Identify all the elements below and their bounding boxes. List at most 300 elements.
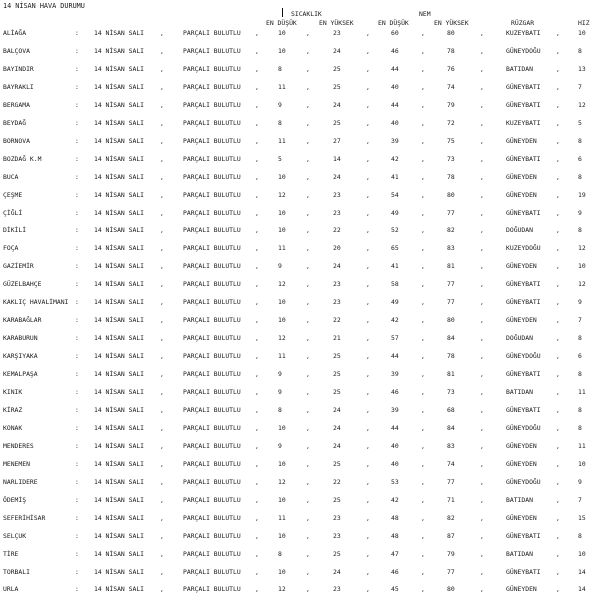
- comma-separator: ,: [480, 549, 484, 558]
- comma-separator: ,: [556, 280, 560, 289]
- humidity-max-cell: 79: [447, 549, 455, 558]
- colon-separator: :: [75, 64, 79, 73]
- wind-speed-cell: 8: [578, 423, 582, 432]
- text-cursor: [282, 8, 283, 17]
- comma-separator: ,: [160, 172, 164, 181]
- temp-max-cell: 25: [333, 495, 341, 504]
- comma-separator: ,: [255, 316, 259, 325]
- comma-separator: ,: [160, 100, 164, 109]
- date-cell: 14 NİSAN SALI: [94, 226, 145, 235]
- condition-cell: PARÇALI BULUTLU: [183, 262, 241, 271]
- comma-separator: ,: [480, 423, 484, 432]
- colon-separator: :: [75, 226, 79, 235]
- temp-min-cell: 11: [278, 352, 286, 361]
- comma-separator: ,: [255, 244, 259, 253]
- wind-speed-cell: 8: [578, 370, 582, 379]
- condition-cell: PARÇALI BULUTLU: [183, 334, 241, 343]
- comma-separator: ,: [556, 423, 560, 432]
- wind-direction-cell: GÜNEYBATI: [506, 208, 541, 217]
- wind-speed-cell: 11: [578, 388, 586, 396]
- table-row: [0, 496, 608, 514]
- temp-min-cell: 8: [278, 118, 282, 127]
- wind-speed-cell: 8: [578, 136, 582, 145]
- date-cell: 14 NİSAN SALI: [94, 531, 145, 540]
- humidity-min-cell: 44: [391, 64, 399, 73]
- colon-separator: :: [75, 549, 79, 558]
- humidity-max-cell: 75: [447, 136, 455, 145]
- wind-direction-cell: GÜNEYDEN: [506, 262, 537, 271]
- wind-direction-cell: GÜNEYBATI: [506, 280, 541, 289]
- humidity-max-cell: 73: [447, 154, 455, 163]
- wind-direction-cell: GÜNEYDOĞU: [506, 477, 541, 486]
- comma-separator: ,: [255, 531, 259, 540]
- condition-cell: PARÇALI BULUTLU: [183, 100, 241, 109]
- comma-separator: ,: [306, 423, 310, 432]
- date-cell: 14 NİSAN SALI: [94, 208, 145, 217]
- comma-separator: ,: [160, 190, 164, 199]
- comma-separator: ,: [366, 208, 370, 217]
- comma-separator: ,: [421, 513, 425, 522]
- comma-separator: ,: [255, 262, 259, 271]
- temp-min-cell: 9: [278, 262, 282, 271]
- condition-cell: PARÇALI BULUTLU: [183, 370, 241, 379]
- colon-separator: :: [75, 118, 79, 127]
- wind-speed-cell: 7: [578, 82, 582, 91]
- comma-separator: ,: [306, 298, 310, 307]
- comma-separator: ,: [421, 172, 425, 181]
- wind-speed-cell: 8: [578, 47, 582, 55]
- comma-separator: ,: [480, 388, 484, 396]
- colon-separator: :: [75, 531, 79, 540]
- colon-separator: :: [75, 388, 79, 396]
- comma-separator: ,: [366, 549, 370, 558]
- comma-separator: ,: [255, 118, 259, 127]
- humidity-max-cell: 83: [447, 244, 455, 253]
- humidity-min-cell: 46: [391, 47, 399, 55]
- comma-separator: ,: [556, 64, 560, 73]
- comma-separator: ,: [160, 352, 164, 361]
- humidity-max-cell: 77: [447, 477, 455, 486]
- header-hum-max: EN YÜKSEK: [434, 19, 469, 27]
- colon-separator: :: [75, 280, 79, 289]
- humidity-min-cell: 49: [391, 298, 399, 307]
- condition-cell: PARÇALI BULUTLU: [183, 388, 241, 396]
- comma-separator: ,: [306, 64, 310, 73]
- comma-separator: ,: [160, 549, 164, 558]
- comma-separator: ,: [366, 370, 370, 379]
- temp-min-cell: 8: [278, 405, 282, 414]
- comma-separator: ,: [366, 226, 370, 235]
- comma-separator: ,: [366, 190, 370, 199]
- wind-speed-cell: 8: [578, 334, 582, 343]
- wind-direction-cell: GÜNEYDEN: [506, 441, 537, 450]
- colon-separator: :: [75, 172, 79, 181]
- city-name: BUCA: [3, 172, 19, 181]
- colon-separator: :: [75, 334, 79, 343]
- city-name: ÇEŞME: [3, 190, 23, 199]
- city-name: BALÇOVA: [3, 47, 30, 55]
- condition-cell: PARÇALI BULUTLU: [183, 495, 241, 504]
- city-name: KARŞIYAKA: [3, 352, 38, 361]
- comma-separator: ,: [255, 567, 259, 576]
- condition-cell: PARÇALI BULUTLU: [183, 531, 241, 540]
- condition-cell: PARÇALI BULUTLU: [183, 64, 241, 73]
- date-cell: 14 NİSAN SALI: [94, 352, 145, 361]
- comma-separator: ,: [556, 405, 560, 414]
- condition-cell: PARÇALI BULUTLU: [183, 190, 241, 199]
- comma-separator: ,: [480, 531, 484, 540]
- humidity-min-cell: 47: [391, 549, 399, 558]
- humidity-min-cell: 40: [391, 118, 399, 127]
- humidity-max-cell: 73: [447, 388, 455, 396]
- comma-separator: ,: [306, 405, 310, 414]
- humidity-max-cell: 78: [447, 352, 455, 361]
- comma-separator: ,: [306, 136, 310, 145]
- humidity-min-cell: 40: [391, 82, 399, 91]
- humidity-min-cell: 42: [391, 316, 399, 325]
- date-cell: 14 NİSAN SALI: [94, 549, 145, 558]
- humidity-min-cell: 42: [391, 154, 399, 163]
- wind-direction-cell: GÜNEYDEN: [506, 172, 537, 181]
- comma-separator: ,: [160, 388, 164, 396]
- comma-separator: ,: [255, 136, 259, 145]
- condition-cell: PARÇALI BULUTLU: [183, 244, 241, 253]
- temp-min-cell: 9: [278, 100, 282, 109]
- comma-separator: ,: [421, 208, 425, 217]
- date-cell: 14 NİSAN SALI: [94, 513, 145, 522]
- comma-separator: ,: [556, 459, 560, 468]
- comma-separator: ,: [480, 154, 484, 163]
- comma-separator: ,: [480, 208, 484, 217]
- wind-speed-cell: 12: [578, 244, 586, 253]
- humidity-max-cell: 78: [447, 172, 455, 181]
- comma-separator: ,: [421, 352, 425, 361]
- comma-separator: ,: [556, 477, 560, 486]
- comma-separator: ,: [480, 64, 484, 73]
- temp-min-cell: 9: [278, 388, 282, 396]
- comma-separator: ,: [255, 82, 259, 91]
- comma-separator: ,: [480, 82, 484, 91]
- condition-cell: PARÇALI BULUTLU: [183, 316, 241, 325]
- comma-separator: ,: [306, 208, 310, 217]
- comma-separator: ,: [421, 226, 425, 235]
- humidity-min-cell: 60: [391, 29, 399, 37]
- date-cell: 14 NİSAN SALI: [94, 29, 145, 37]
- comma-separator: ,: [255, 423, 259, 432]
- colon-separator: :: [75, 316, 79, 325]
- condition-cell: PARÇALI BULUTLU: [183, 459, 241, 468]
- wind-direction-cell: KUZEYDOĞU: [506, 244, 541, 253]
- city-name: GÜZELBAHÇE: [3, 280, 42, 289]
- comma-separator: ,: [556, 352, 560, 361]
- comma-separator: ,: [556, 298, 560, 307]
- humidity-min-cell: 65: [391, 244, 399, 253]
- city-name: NARLIDERE: [3, 477, 38, 486]
- date-cell: 14 NİSAN SALI: [94, 82, 145, 91]
- wind-speed-cell: 19: [578, 190, 586, 199]
- wind-speed-cell: 5: [578, 118, 582, 127]
- condition-cell: PARÇALI BULUTLU: [183, 405, 241, 414]
- comma-separator: ,: [366, 334, 370, 343]
- humidity-min-cell: 41: [391, 262, 399, 271]
- wind-speed-cell: 12: [578, 100, 586, 109]
- comma-separator: ,: [160, 136, 164, 145]
- comma-separator: ,: [306, 531, 310, 540]
- condition-cell: PARÇALI BULUTLU: [183, 423, 241, 432]
- temp-max-cell: 24: [333, 100, 341, 109]
- comma-separator: ,: [255, 29, 259, 37]
- colon-separator: :: [75, 370, 79, 379]
- table-row: [0, 226, 608, 244]
- colon-separator: :: [75, 352, 79, 361]
- humidity-min-cell: 40: [391, 459, 399, 468]
- comma-separator: ,: [421, 567, 425, 576]
- wind-speed-cell: 11: [578, 441, 586, 450]
- temp-min-cell: 8: [278, 64, 282, 73]
- temp-max-cell: 20: [333, 244, 341, 253]
- temp-max-cell: 21: [333, 334, 341, 343]
- table-row: [0, 532, 608, 550]
- comma-separator: ,: [556, 262, 560, 271]
- humidity-min-cell: 46: [391, 567, 399, 576]
- comma-separator: ,: [366, 352, 370, 361]
- comma-separator: ,: [255, 172, 259, 181]
- wind-direction-cell: GÜNEYBATI: [506, 405, 541, 414]
- table-row: [0, 388, 608, 406]
- comma-separator: ,: [306, 100, 310, 109]
- comma-separator: ,: [480, 585, 484, 594]
- table-row: [0, 478, 608, 496]
- wind-direction-cell: GÜNEYBATI: [506, 82, 541, 91]
- wind-speed-cell: 8: [578, 226, 582, 235]
- wind-direction-cell: GÜNEYDOĞU: [506, 352, 541, 361]
- comma-separator: ,: [366, 118, 370, 127]
- humidity-max-cell: 68: [447, 405, 455, 414]
- colon-separator: :: [75, 262, 79, 271]
- wind-direction-cell: DOĞUDAN: [506, 334, 533, 343]
- comma-separator: ,: [160, 280, 164, 289]
- humidity-max-cell: 82: [447, 226, 455, 235]
- comma-separator: ,: [421, 316, 425, 325]
- header-wind: RÜZGAR: [511, 19, 535, 27]
- colon-separator: :: [75, 47, 79, 55]
- comma-separator: ,: [421, 280, 425, 289]
- comma-separator: ,: [306, 244, 310, 253]
- header-temp-max: EN YÜKSEK: [319, 19, 354, 27]
- comma-separator: ,: [421, 388, 425, 396]
- temp-max-cell: 24: [333, 405, 341, 414]
- humidity-min-cell: 46: [391, 388, 399, 396]
- date-cell: 14 NİSAN SALI: [94, 585, 145, 594]
- table-row: [0, 406, 608, 424]
- date-cell: 14 NİSAN SALI: [94, 316, 145, 325]
- comma-separator: ,: [480, 29, 484, 37]
- wind-direction-cell: BATIDAN: [506, 388, 533, 396]
- comma-separator: ,: [366, 316, 370, 325]
- comma-separator: ,: [255, 441, 259, 450]
- table-row: [0, 550, 608, 568]
- header-temperature: SICAKLIK: [291, 10, 322, 18]
- comma-separator: ,: [306, 441, 310, 450]
- comma-separator: ,: [366, 280, 370, 289]
- comma-separator: ,: [556, 441, 560, 450]
- comma-separator: ,: [255, 388, 259, 396]
- wind-direction-cell: GÜNEYDEN: [506, 316, 537, 325]
- comma-separator: ,: [480, 47, 484, 55]
- table-row: [0, 155, 608, 173]
- table-row: [0, 65, 608, 83]
- city-name: ÖDEMİŞ: [3, 495, 27, 504]
- comma-separator: ,: [556, 154, 560, 163]
- comma-separator: ,: [366, 262, 370, 271]
- condition-cell: PARÇALI BULUTLU: [183, 567, 241, 576]
- humidity-min-cell: 53: [391, 477, 399, 486]
- table-row: [0, 119, 608, 137]
- temp-min-cell: 10: [278, 316, 286, 325]
- comma-separator: ,: [255, 190, 259, 199]
- page-title: 14 NİSAN HAVA DURUMU: [3, 2, 85, 10]
- comma-separator: ,: [421, 531, 425, 540]
- comma-separator: ,: [366, 477, 370, 486]
- comma-separator: ,: [556, 29, 560, 37]
- humidity-max-cell: 79: [447, 100, 455, 109]
- humidity-max-cell: 80: [447, 585, 455, 594]
- comma-separator: ,: [421, 549, 425, 558]
- city-name: BAYRAKLI: [3, 82, 34, 91]
- comma-separator: ,: [421, 370, 425, 379]
- temp-max-cell: 25: [333, 64, 341, 73]
- comma-separator: ,: [366, 567, 370, 576]
- comma-separator: ,: [306, 262, 310, 271]
- colon-separator: :: [75, 585, 79, 594]
- comma-separator: ,: [556, 208, 560, 217]
- temp-min-cell: 9: [278, 370, 282, 379]
- comma-separator: ,: [160, 262, 164, 271]
- comma-separator: ,: [160, 513, 164, 522]
- comma-separator: ,: [306, 29, 310, 37]
- comma-separator: ,: [556, 585, 560, 594]
- condition-cell: PARÇALI BULUTLU: [183, 29, 241, 37]
- colon-separator: :: [75, 441, 79, 450]
- table-row: [0, 568, 608, 586]
- table-row: [0, 173, 608, 191]
- comma-separator: ,: [160, 585, 164, 594]
- humidity-max-cell: 81: [447, 370, 455, 379]
- comma-separator: ,: [255, 549, 259, 558]
- comma-separator: ,: [160, 567, 164, 576]
- temp-max-cell: 25: [333, 352, 341, 361]
- humidity-min-cell: 44: [391, 352, 399, 361]
- comma-separator: ,: [480, 495, 484, 504]
- date-cell: 14 NİSAN SALI: [94, 172, 145, 181]
- comma-separator: ,: [421, 136, 425, 145]
- comma-separator: ,: [480, 118, 484, 127]
- table-row: [0, 585, 608, 603]
- humidity-max-cell: 71: [447, 495, 455, 504]
- comma-separator: ,: [421, 585, 425, 594]
- comma-separator: ,: [480, 441, 484, 450]
- wind-direction-cell: DOĞUDAN: [506, 226, 533, 235]
- comma-separator: ,: [306, 388, 310, 396]
- humidity-min-cell: 39: [391, 136, 399, 145]
- header-hum-min: EN DÜŞÜK: [378, 19, 409, 27]
- city-name: TORBALI: [3, 567, 30, 576]
- comma-separator: ,: [556, 549, 560, 558]
- table-row: [0, 460, 608, 478]
- comma-separator: ,: [556, 334, 560, 343]
- comma-separator: ,: [556, 370, 560, 379]
- comma-separator: ,: [255, 513, 259, 522]
- city-name: MENDERES: [3, 441, 34, 450]
- wind-speed-cell: 7: [578, 495, 582, 504]
- city-name: ÇİĞLİ: [3, 208, 23, 217]
- condition-cell: PARÇALI BULUTLU: [183, 441, 241, 450]
- comma-separator: ,: [556, 172, 560, 181]
- comma-separator: ,: [306, 585, 310, 594]
- colon-separator: :: [75, 567, 79, 576]
- comma-separator: ,: [421, 495, 425, 504]
- comma-separator: ,: [160, 64, 164, 73]
- comma-separator: ,: [306, 477, 310, 486]
- comma-separator: ,: [306, 226, 310, 235]
- wind-direction-cell: GÜNEYBATI: [506, 567, 541, 576]
- humidity-max-cell: 72: [447, 118, 455, 127]
- condition-cell: PARÇALI BULUTLU: [183, 118, 241, 127]
- comma-separator: ,: [306, 352, 310, 361]
- comma-separator: ,: [160, 47, 164, 55]
- humidity-max-cell: 83: [447, 441, 455, 450]
- temp-min-cell: 10: [278, 531, 286, 540]
- table-row: [0, 298, 608, 316]
- colon-separator: :: [75, 298, 79, 307]
- temp-max-cell: 24: [333, 262, 341, 271]
- comma-separator: ,: [421, 47, 425, 55]
- temp-min-cell: 10: [278, 172, 286, 181]
- table-row: [0, 334, 608, 352]
- comma-separator: ,: [421, 154, 425, 163]
- comma-separator: ,: [556, 567, 560, 576]
- comma-separator: ,: [160, 334, 164, 343]
- comma-separator: ,: [366, 136, 370, 145]
- comma-separator: ,: [366, 29, 370, 37]
- comma-separator: ,: [421, 334, 425, 343]
- city-name: KARABAĞLAR: [3, 316, 42, 325]
- table-row: [0, 262, 608, 280]
- comma-separator: ,: [421, 459, 425, 468]
- wind-speed-cell: 8: [578, 405, 582, 414]
- table-row: [0, 47, 608, 65]
- comma-separator: ,: [556, 226, 560, 235]
- wind-speed-cell: 10: [578, 459, 586, 468]
- humidity-max-cell: 78: [447, 47, 455, 55]
- comma-separator: ,: [306, 47, 310, 55]
- humidity-max-cell: 82: [447, 513, 455, 522]
- colon-separator: :: [75, 208, 79, 217]
- comma-separator: ,: [160, 298, 164, 307]
- humidity-min-cell: 48: [391, 531, 399, 540]
- comma-separator: ,: [480, 567, 484, 576]
- colon-separator: :: [75, 29, 79, 37]
- wind-speed-cell: 7: [578, 316, 582, 325]
- humidity-min-cell: 45: [391, 585, 399, 594]
- comma-separator: ,: [480, 459, 484, 468]
- date-cell: 14 NİSAN SALI: [94, 405, 145, 414]
- temp-max-cell: 23: [333, 585, 341, 594]
- condition-cell: PARÇALI BULUTLU: [183, 154, 241, 163]
- comma-separator: ,: [306, 549, 310, 558]
- comma-separator: ,: [556, 316, 560, 325]
- humidity-max-cell: 84: [447, 423, 455, 432]
